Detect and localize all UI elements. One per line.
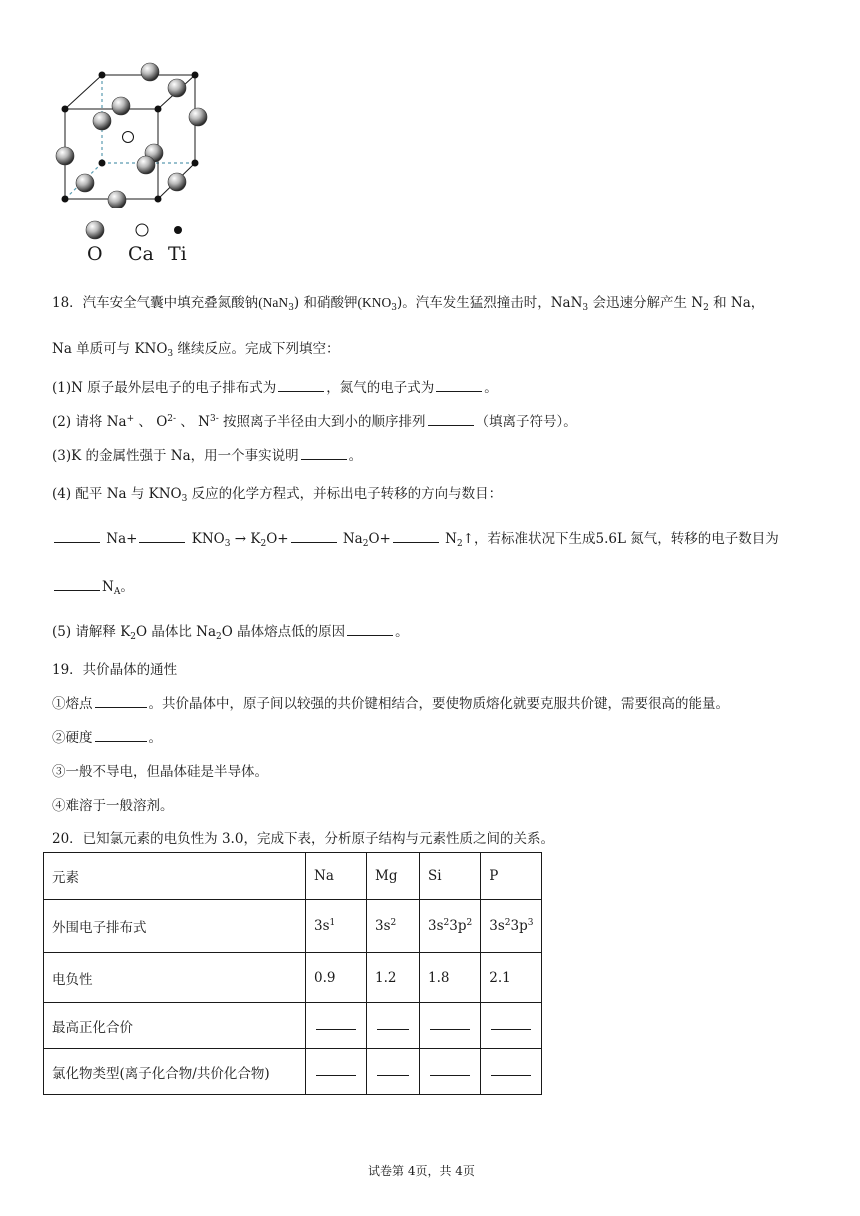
answer-blank[interactable] [95, 729, 147, 742]
answer-blank[interactable] [291, 530, 337, 543]
answer-blank[interactable] [436, 379, 482, 392]
q18-part1: (1)N 原子最外层电子的电子排布式为 ，氮气的电子式为 。 [52, 380, 498, 396]
q18-part3: (3)K 的金属性强于 Na，用一个事实说明 。 [52, 448, 363, 464]
table-header-cell: Mg [367, 853, 420, 900]
legend-label-ca: Ca [128, 243, 154, 265]
q19-item3: ③一般不导电，但晶体硅是半导体。 [52, 764, 268, 780]
answer-blank[interactable] [139, 530, 185, 543]
calcium-legend-icon [136, 224, 148, 236]
table-header-cell: 元素 [44, 853, 306, 900]
legend-label-o: O [87, 243, 103, 265]
answer-blank[interactable] [306, 1003, 367, 1049]
q18-part4: (4) 配平 Na 与 $KNO_3$ 反应的化学方程式，并标出电子转移的方向与数目： [52, 486, 503, 504]
q18-part2: (2) 请将 Na+ 、 $O^{2-}$ 、 $N^{3-}$ 按照离子半径由大到小的顺序排列 （填离子符号）。 [52, 414, 577, 430]
table-row-label: 氯化物类型(离子化合物/共价化合物) [44, 1049, 306, 1095]
table-header-cell: Si [420, 853, 481, 900]
answer-blank[interactable] [347, 623, 393, 636]
table-cell: $3s^23p^2$ [420, 900, 481, 953]
answer-blank[interactable] [481, 1049, 542, 1095]
table-header-cell: Na [306, 853, 367, 900]
q20-title: 20．已知氯元素的电负性为 3.0，完成下表，分析原子结构与元素性质之间的关系。 [52, 831, 554, 847]
answer-blank[interactable] [95, 695, 147, 708]
legend-symbols [80, 219, 195, 241]
table-cell: 1.8 [420, 953, 481, 1003]
perovskite-unit-cell-figure [45, 58, 215, 208]
table-row [44, 1049, 542, 1095]
table-row-label: 电负性 [44, 953, 306, 1003]
q18-electron-count: $N_A$。 [52, 575, 134, 597]
answer-blank[interactable] [420, 1049, 481, 1095]
table-cell: 2.1 [481, 953, 542, 1003]
table-cell: $3s^2$ [367, 900, 420, 953]
q19-item2: ②硬度 。 [52, 730, 162, 746]
titanium-legend-icon [174, 226, 182, 234]
page-footer: 试卷第 4页，共 4页 [368, 1164, 475, 1178]
answer-blank[interactable] [278, 379, 324, 392]
table-row [44, 1003, 542, 1049]
answer-blank[interactable] [420, 1003, 481, 1049]
legend-label-ti: Ti [168, 243, 187, 265]
table-cell: $3s^1$ [306, 900, 367, 953]
table-header-cell: P [481, 853, 542, 900]
q18-part5: (5) 请解释 $K_2O$ 晶体比 $Na_2O$ 晶体熔点低的原因 。 [52, 624, 409, 642]
q19-title: 19．共价晶体的通性 [52, 662, 178, 678]
answer-blank[interactable] [428, 413, 474, 426]
q19-item4: ④难溶于一般溶剂。 [52, 798, 174, 814]
answer-blank[interactable] [301, 447, 347, 460]
answer-blank[interactable] [54, 578, 100, 591]
table-cell: 0.9 [306, 953, 367, 1003]
answer-blank[interactable] [481, 1003, 542, 1049]
table-cell: 1.2 [367, 953, 420, 1003]
answer-blank[interactable] [367, 1003, 420, 1049]
table-row [44, 853, 542, 900]
q18-line2: Na 单质可与 $KNO_3$ 继续反应。完成下列填空： [52, 341, 340, 359]
answer-blank[interactable] [367, 1049, 420, 1095]
answer-blank[interactable] [393, 530, 439, 543]
table-row [44, 953, 542, 1003]
table-row-label: 最高正化合价 [44, 1003, 306, 1049]
table-row [44, 900, 542, 953]
q19-item1: ①熔点 。共价晶体中，原子间以较强的共价键相结合，要使物质熔化就要克服共价键，需要很高的能量。 [52, 696, 729, 712]
table-cell: $3s^23p^3$ [481, 900, 542, 953]
answer-blank[interactable] [54, 530, 100, 543]
element-properties-table [43, 852, 542, 1095]
table-row-label: 外围电子排布式 [44, 900, 306, 953]
oxygen-legend-icon [86, 221, 104, 239]
q18-equation: $Na+ KNO_3 \to K_2O+ Na_2O+$ $N_2↑$，若标准状况下生成5.6L 氮气，转移的电子数目为 [52, 527, 779, 549]
q18-title: 18．汽车安全气囊中填充叠氮酸钠(NaN$_3$) 和硝酸钾$(KNO_3)$。汽车发生猛烈撞击时，NaN$_3$ 会迅速分解产生 $N_2$ 和 Na， [52, 295, 765, 313]
answer-blank[interactable] [306, 1049, 367, 1095]
